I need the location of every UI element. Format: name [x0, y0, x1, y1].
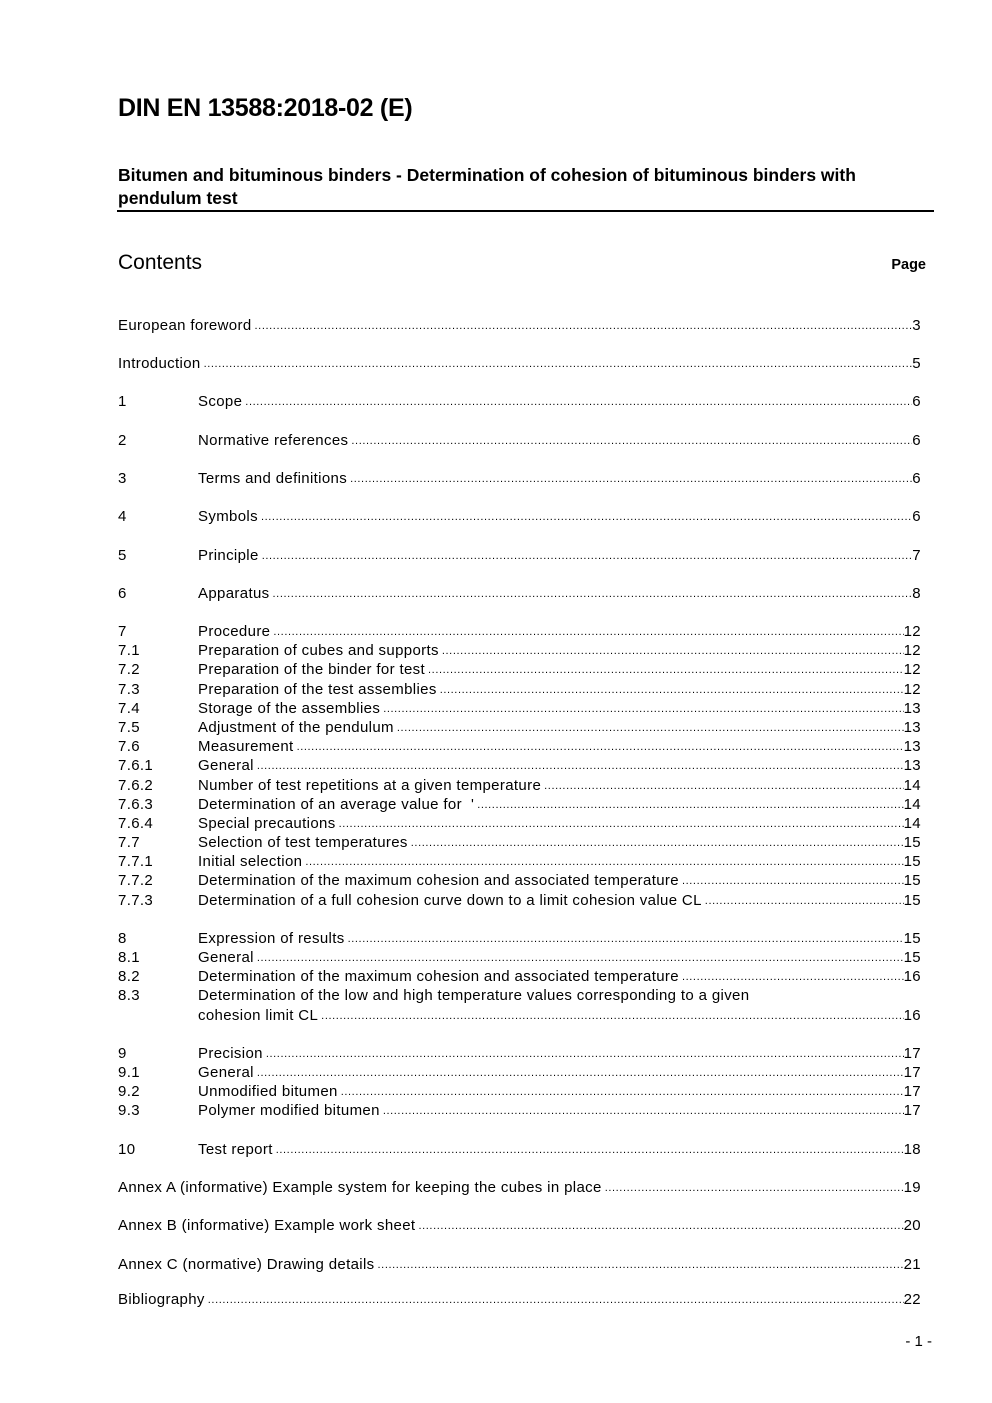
toc-entry[interactable] — [118, 1006, 921, 1025]
toc-entry[interactable] — [118, 737, 921, 756]
toc-dot-leader — [428, 660, 904, 680]
toc-dot-leader — [257, 756, 904, 776]
toc-dot-leader — [383, 1101, 904, 1121]
toc-entry-title: Test report — [198, 1141, 273, 1158]
toc-entry-title: Polymer modified bitumen — [198, 1102, 380, 1119]
toc-entry[interactable] — [118, 431, 921, 450]
toc-entry[interactable] — [118, 891, 921, 910]
document-title: Bitumen and bituminous binders - Determination of cohesion of bituminous binders with pendulum test — [118, 165, 856, 208]
toc-section-number: 8.3 — [118, 987, 140, 1004]
toc-dot-leader — [341, 1082, 904, 1102]
toc-entry-title: Initial selection — [198, 853, 303, 870]
toc-section-number: 7.3 — [118, 681, 140, 698]
toc-entry-title: General — [198, 949, 254, 966]
toc-page-number: 15 — [903, 872, 921, 889]
toc-entry[interactable] — [118, 852, 921, 871]
toc-entry[interactable] — [118, 1216, 921, 1235]
toc-entry-title: Principle — [198, 547, 259, 564]
toc-section-number: 9 — [118, 1045, 127, 1062]
toc-entry-title: Annex A (informative) Example system for keeping the cubes in place — [118, 1179, 602, 1196]
toc-entry[interactable] — [118, 1101, 921, 1120]
toc-entry[interactable] — [118, 392, 921, 411]
toc-dot-leader — [397, 718, 904, 738]
toc-page-number: 22 — [903, 1291, 921, 1308]
toc-entry-title: Measurement — [198, 738, 294, 755]
toc-section-number: 7.6.3 — [118, 796, 154, 813]
toc-page-number: 12 — [903, 661, 921, 678]
toc-entry[interactable] — [118, 871, 921, 890]
toc-dot-leader — [477, 795, 903, 815]
toc-entry-title: Determination of a full cohesion curve down to a limit cohesion value CL — [198, 892, 702, 909]
toc-entry[interactable] — [118, 546, 921, 565]
toc-page-number: 13 — [903, 700, 921, 717]
toc-section-number: 3 — [118, 470, 127, 487]
toc-dot-leader — [245, 392, 912, 412]
toc-dot-leader — [257, 948, 904, 968]
toc-entry-title: Number of test repetitions at a given temperature — [198, 777, 542, 794]
toc-page-number: 17 — [903, 1102, 921, 1119]
toc-section-number: 8.2 — [118, 968, 140, 985]
toc-page-number: 6 — [912, 508, 921, 525]
toc-section-number: 8.1 — [118, 949, 140, 966]
toc-entry-title: Normative references — [198, 432, 349, 449]
toc-section-number: 7.7.3 — [118, 892, 154, 909]
toc-section-number: 2 — [118, 432, 127, 449]
toc-dot-leader — [273, 622, 903, 642]
toc-entry[interactable] — [118, 948, 921, 967]
toc-dot-leader — [262, 546, 913, 566]
toc-dot-leader — [682, 871, 904, 891]
toc-entry[interactable] — [118, 929, 921, 948]
toc-dot-leader — [682, 967, 904, 987]
toc-entry-title: Determination of the maximum cohesion and associated temperature — [198, 968, 679, 985]
toc-entry[interactable] — [118, 795, 921, 814]
toc-section-number: 7.4 — [118, 700, 140, 717]
toc-entry[interactable] — [118, 699, 921, 718]
toc-page-number: 14 — [903, 796, 921, 813]
page-number: - 1 - — [905, 1333, 932, 1350]
toc-page-number: 19 — [903, 1179, 921, 1196]
toc-section-number: 7.6.2 — [118, 777, 154, 794]
toc-page-number: 17 — [903, 1064, 921, 1081]
toc-page-number: 12 — [903, 642, 921, 659]
toc-section-number: 7.5 — [118, 719, 140, 736]
toc-entry-title: Determination of the maximum cohesion and associated temperature — [198, 872, 679, 889]
toc-dot-leader — [348, 929, 904, 949]
toc-dot-leader — [266, 1044, 904, 1064]
toc-entry-title: Preparation of the test assemblies — [198, 681, 437, 698]
toc-page-number: 21 — [903, 1256, 921, 1273]
toc-section-number: 7.7.2 — [118, 872, 154, 889]
toc-section-number: 9.3 — [118, 1102, 140, 1119]
toc-dot-leader — [418, 1216, 903, 1236]
toc-entry[interactable] — [118, 986, 921, 1005]
toc-entry-title: Expression of results — [198, 930, 345, 947]
toc-section-number: 9.1 — [118, 1064, 140, 1081]
toc-page-number: 17 — [903, 1083, 921, 1100]
toc-entry[interactable] — [118, 660, 921, 679]
toc-page-number: 16 — [903, 968, 921, 985]
toc-page-number: 3 — [912, 317, 921, 334]
toc-section-number: 7.6.4 — [118, 815, 154, 832]
toc-entry-title: Apparatus — [198, 585, 270, 602]
toc-entry-title: cohesion limit CL — [198, 1007, 319, 1024]
toc-section-number: 9.2 — [118, 1083, 140, 1100]
toc-page-number: 17 — [903, 1045, 921, 1062]
toc-entry-title: Introduction — [118, 355, 201, 372]
toc-dot-leader — [351, 431, 912, 451]
toc-page-number: 6 — [912, 432, 921, 449]
toc-entry[interactable] — [118, 469, 921, 488]
toc-page-number: 15 — [903, 930, 921, 947]
toc-page-number: 16 — [903, 1007, 921, 1024]
toc-entry[interactable] — [118, 776, 921, 795]
toc-page-number: 13 — [903, 738, 921, 755]
toc-dot-leader — [257, 1063, 904, 1083]
toc-section-number: 8 — [118, 930, 127, 947]
toc-entry-title: Bibliography — [118, 1291, 205, 1308]
toc-dot-leader — [440, 680, 904, 700]
toc-entry[interactable] — [118, 622, 921, 641]
toc-entry-title: Symbols — [198, 508, 258, 525]
toc-section-number: 7.6.1 — [118, 757, 154, 774]
toc-entry-title: Adjustment of the pendulum — [198, 719, 394, 736]
toc-dot-leader — [339, 814, 904, 834]
toc-entry[interactable] — [118, 1178, 921, 1197]
toc-section-number: 7.6 — [118, 738, 140, 755]
toc-page-number: 6 — [912, 470, 921, 487]
toc-entry-title: General — [198, 757, 254, 774]
toc-entry-title: Selection of test temperatures — [198, 834, 408, 851]
toc-entry[interactable] — [118, 1290, 921, 1309]
toc-entry[interactable] — [118, 354, 921, 373]
toc-entry[interactable] — [118, 507, 921, 526]
toc-entry[interactable] — [118, 641, 921, 660]
toc-entry[interactable] — [118, 316, 921, 335]
toc-page-number: 15 — [903, 853, 921, 870]
toc-page-number: 14 — [903, 777, 921, 794]
toc-entry-title: General — [198, 1064, 254, 1081]
toc-entry[interactable] — [118, 1082, 921, 1101]
toc-dot-leader — [276, 1140, 904, 1160]
document-id: DIN EN 13588:2018-02 (E) — [118, 94, 413, 122]
page-column-label: Page — [891, 257, 926, 273]
toc-entry-title: Procedure — [198, 623, 271, 640]
toc-entry-title: Preparation of cubes and supports — [198, 642, 439, 659]
toc-dot-leader — [350, 469, 912, 489]
toc-section-number: 7.7.1 — [118, 853, 154, 870]
toc-entry-title: Preparation of the binder for test — [198, 661, 426, 678]
toc-entry-title: Determination of an average value for ' — [198, 796, 475, 813]
toc-page-number: 8 — [912, 585, 921, 602]
toc-entry[interactable] — [118, 814, 921, 833]
toc-entry-title: Precision — [198, 1045, 263, 1062]
toc-page-number: 15 — [903, 949, 921, 966]
toc-page-number: 14 — [903, 815, 921, 832]
toc-entry[interactable] — [118, 756, 921, 775]
toc-section-number: 5 — [118, 547, 127, 564]
toc-page-number: 20 — [903, 1217, 921, 1234]
contents-heading: Contents — [118, 251, 203, 274]
toc-dot-leader — [305, 852, 903, 872]
toc-page-number: 12 — [903, 681, 921, 698]
toc-dot-leader — [442, 641, 904, 661]
toc-dot-leader — [208, 1290, 904, 1310]
toc-entry[interactable] — [118, 833, 921, 852]
toc-dot-leader — [383, 699, 903, 719]
toc-dot-leader — [544, 776, 903, 796]
toc-section-number: 7.7 — [118, 834, 140, 851]
toc-section-number: 7 — [118, 623, 127, 640]
toc-entry[interactable] — [118, 1255, 921, 1274]
toc-dot-leader — [297, 737, 904, 757]
toc-page-number: 5 — [912, 355, 921, 372]
toc-entry-title: Terms and definitions — [198, 470, 348, 487]
toc-entry[interactable] — [118, 1044, 921, 1063]
toc-page-number: 15 — [903, 892, 921, 909]
toc-entry-title: Determination of the low and high temperature values corresponding to a given — [198, 987, 750, 1004]
toc-section-number: 10 — [118, 1141, 136, 1158]
toc-entry[interactable] — [118, 584, 921, 603]
toc-dot-leader — [605, 1178, 904, 1198]
toc-page-number: 18 — [903, 1141, 921, 1158]
toc-dot-leader — [411, 833, 904, 853]
toc-section-number: 7.2 — [118, 661, 140, 678]
toc-dot-leader — [705, 891, 904, 911]
toc-page-number: 15 — [903, 834, 921, 851]
toc-dot-leader — [261, 507, 912, 527]
toc-entry[interactable] — [118, 1063, 921, 1082]
toc-dot-leader — [255, 316, 913, 336]
toc-section-number: 4 — [118, 508, 127, 525]
title-divider — [117, 210, 934, 212]
toc-section-number: 1 — [118, 393, 127, 410]
toc-page-number: 13 — [903, 719, 921, 736]
toc-dot-leader — [204, 354, 913, 374]
toc-entry[interactable] — [118, 1140, 921, 1159]
toc-section-number: 7.1 — [118, 642, 140, 659]
toc-entry-title: Storage of the assemblies — [198, 700, 381, 717]
toc-entry-title: Unmodified bitumen — [198, 1083, 338, 1100]
toc-entry-title: Scope — [198, 393, 243, 410]
toc-entry-title: European foreword — [118, 317, 252, 334]
toc-page-number: 12 — [903, 623, 921, 640]
toc-page-number: 13 — [903, 757, 921, 774]
toc-page-number: 6 — [912, 393, 921, 410]
toc-entry[interactable] — [118, 967, 921, 986]
toc-entry-title: Annex B (informative) Example work sheet — [118, 1217, 416, 1234]
toc-dot-leader — [273, 584, 913, 604]
toc-dot-leader — [321, 1006, 903, 1026]
toc-page-number: 7 — [912, 547, 921, 564]
toc-dot-leader — [378, 1255, 904, 1275]
toc-entry[interactable] — [118, 680, 921, 699]
toc-section-number: 6 — [118, 585, 127, 602]
toc-entry[interactable] — [118, 718, 921, 737]
toc-entry-title: Special precautions — [198, 815, 336, 832]
toc-entry-title: Annex C (normative) Drawing details — [118, 1256, 375, 1273]
